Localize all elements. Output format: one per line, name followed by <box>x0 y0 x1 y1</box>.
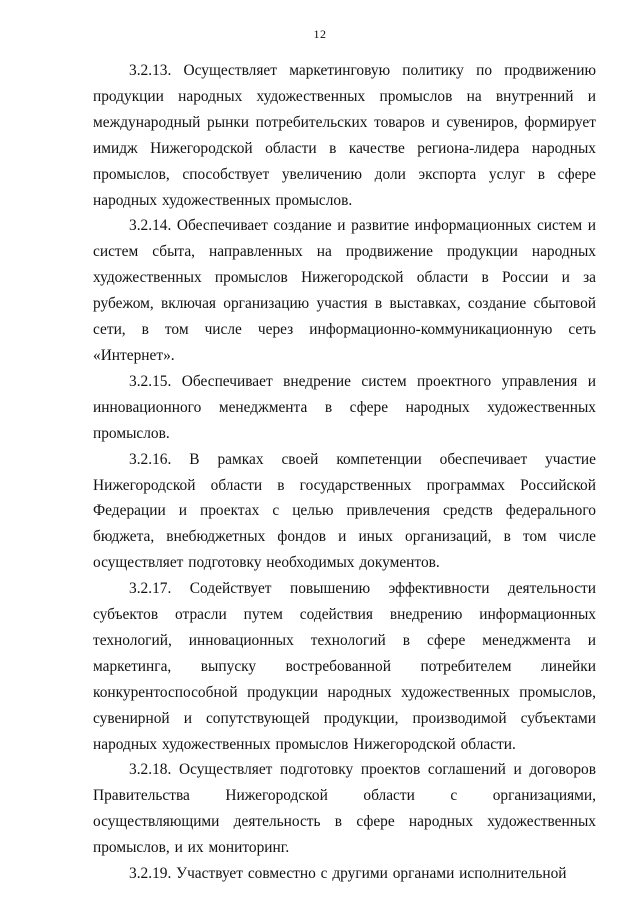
document-body <box>93 58 596 887</box>
paragraph-3-2-14: 3.2.14. Обеспечивает создание и развитие информационных систем и систем сбыта, направленных на продвижение продукции народных художественных промыслов Нижегородской области в России и за рубежом, включая организацию участия в выставках, создание сбытовой сети, в том числе через информационно-коммуникационную сеть «Интернет». <box>93 217 596 364</box>
paragraph-3-2-18: 3.2.18. Осуществляет подготовку проектов соглашений и договоров Правительства Нижегородской области с организациями, осуществляющими деятельность в сфере народных художественных промыслов, и их мониторинг. <box>93 761 596 857</box>
paragraph-3-2-15: 3.2.15. Обеспечивает внедрение систем проектного управления и инновационного менеджмента в сфере народных художественных промыслов. <box>93 372 596 442</box>
paragraph-3-2-17: 3.2.17. Содействует повышению эффективности деятельности субъектов отрасли путем содействия внедрению информационных технологий, инновационных технологий в сфере менеджмента и маркетинга, выпуску востребованной потребителем линейки конкурентоспособной продукции народных художественных промыслов, сувенирной и сопутствующей продукции, производимой субъектами народных художественных промыслов Нижегородской области. <box>93 580 596 753</box>
page-number: 12 <box>313 27 327 41</box>
paragraph-3-2-13: 3.2.13. Осуществляет маркетинговую политику по продвижению продукции народных художественных промыслов на внутренний и международный рынки потребительских товаров и сувениров, формирует имидж Нижегородской области в качестве региона-лидера народных промыслов, способствует увеличению доли экспорта услуг в сфере народных художественных промыслов. <box>93 62 596 209</box>
paragraph-3-2-19: 3.2.19. Участвует совместно с другими органами исполнительной <box>129 865 567 883</box>
paragraph-3-2-16: 3.2.16. В рамках своей компетенции обеспечивает участие Нижегородской области в государственных программах Российской Федерации и проектах с целью привлечения средств федерального бюджета, внебюджетных фондов и иных организаций, в том числе осуществляет подготовку необходимых документов. <box>93 450 596 572</box>
